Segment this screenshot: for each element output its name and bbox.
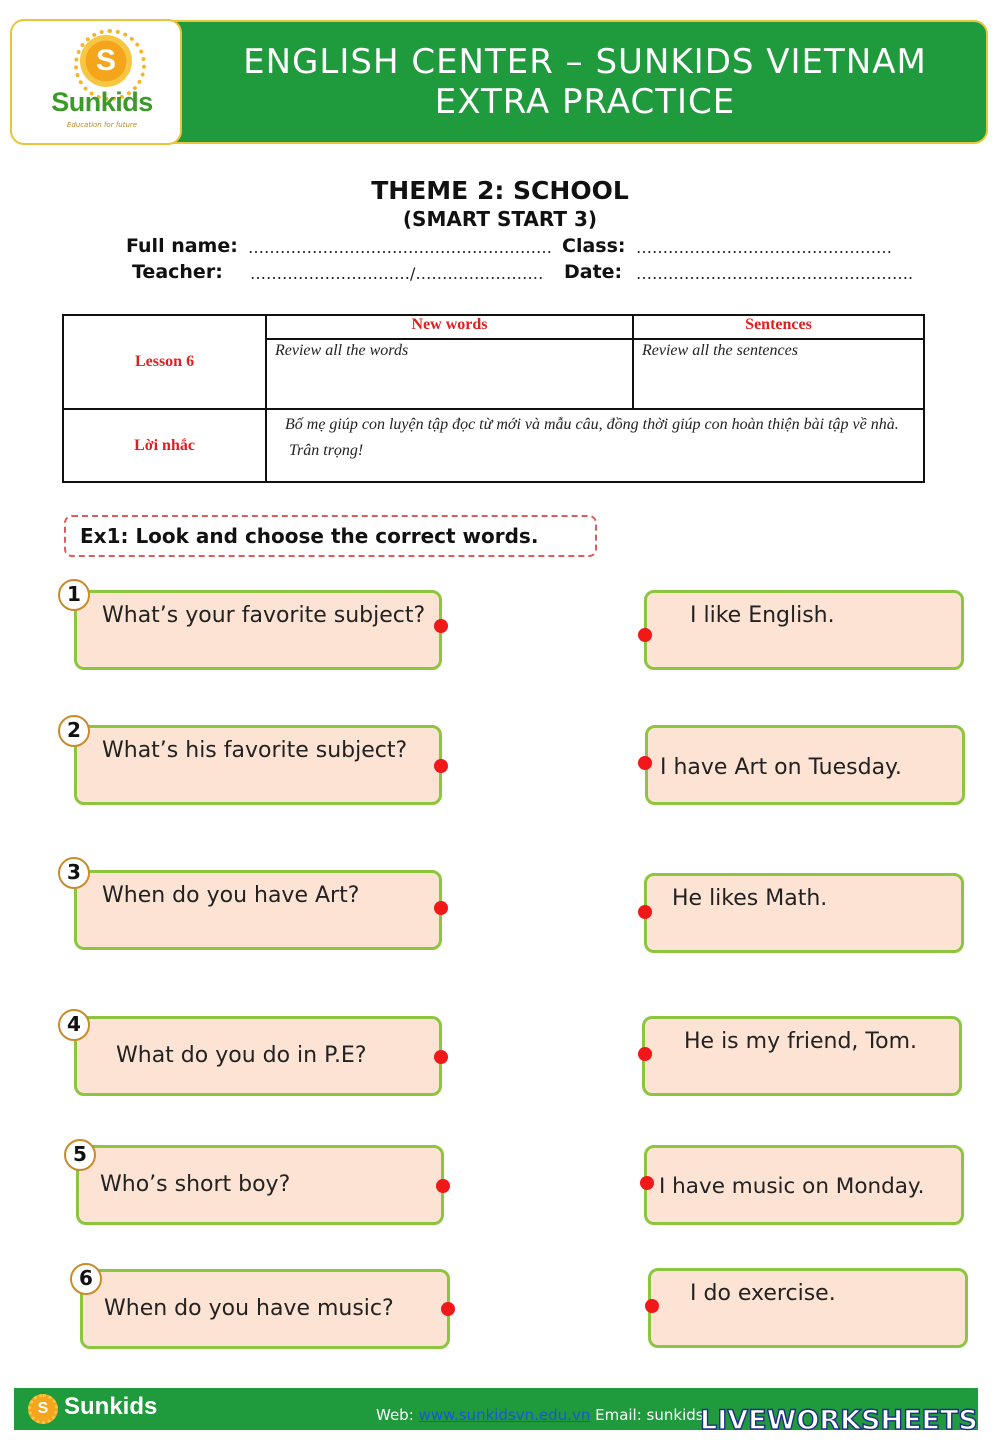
match-dot[interactable]: [638, 628, 652, 642]
question-number: 3: [58, 857, 90, 889]
match-dot[interactable]: [638, 905, 652, 919]
answer-card: [648, 1268, 968, 1348]
question-text: When do you have Art?: [102, 883, 360, 908]
match-dot[interactable]: [638, 756, 652, 770]
header-title-line1: ENGLISH CENTER – SUNKIDS VIETNAM: [243, 42, 927, 82]
question-number: 5: [64, 1139, 96, 1171]
footer-brand: Sunkids: [64, 1393, 158, 1420]
reminder-label: Lời nhắc: [63, 409, 266, 482]
question-card: [74, 870, 442, 950]
question-text: What’s your favorite subject?: [102, 603, 426, 628]
sentences-header: Sentences: [633, 315, 924, 339]
lesson-table: [62, 314, 925, 483]
question-number: 4: [58, 1009, 90, 1041]
answer-text: I like English.: [690, 603, 835, 628]
question-number: 6: [70, 1263, 102, 1295]
reminder-signoff: Trân trọng!: [289, 442, 364, 459]
date-label: Date:: [564, 261, 623, 283]
question-number: 1: [58, 579, 90, 611]
question-text: Who’s short boy?: [100, 1172, 291, 1197]
email-label: Email: sunkids: [595, 1406, 704, 1424]
match-dot[interactable]: [436, 1179, 450, 1193]
web-label: Web:: [376, 1406, 414, 1424]
answer-text: I have Art on Tuesday.: [660, 755, 902, 780]
answer-card: [644, 873, 964, 953]
full-name-label: Full name:: [126, 235, 238, 257]
answer-text: He likes Math.: [672, 886, 828, 911]
brand-tagline: Education for future: [66, 121, 138, 129]
question-card: [74, 590, 442, 670]
question-text: When do you have music?: [104, 1296, 394, 1321]
match-dot[interactable]: [434, 1050, 448, 1064]
question-text: What’s his favorite subject?: [102, 738, 408, 763]
match-dot[interactable]: [638, 1047, 652, 1061]
date-field[interactable]: …………………………………………….: [636, 264, 914, 283]
match-dot[interactable]: [434, 619, 448, 633]
logo: [10, 19, 182, 145]
class-label: Class:: [562, 235, 626, 257]
sun-icon: S: [80, 35, 132, 87]
footer-sun-icon: S: [28, 1394, 58, 1424]
teacher-label: Teacher:: [132, 261, 223, 283]
answer-text: He is my friend, Tom.: [684, 1029, 917, 1054]
brand-name: Sunkids: [51, 87, 153, 117]
match-dot[interactable]: [434, 759, 448, 773]
match-dot[interactable]: [640, 1176, 654, 1190]
liveworksheets-watermark: LIVEWORKSHEETS: [700, 1405, 978, 1436]
website-link[interactable]: www.sunkidsvn.edu.vn: [418, 1406, 591, 1424]
match-dot[interactable]: [441, 1302, 455, 1316]
exercise-instruction: Ex1: Look and choose the correct words.: [80, 524, 539, 548]
question-text: What do you do in P.E?: [116, 1043, 367, 1068]
match-dot[interactable]: [434, 901, 448, 915]
reminder-cell: [266, 409, 924, 482]
sentences-cell: Review all the sentences: [633, 339, 924, 409]
answer-text: I do exercise.: [690, 1281, 836, 1306]
answer-text: I have music on Monday.: [659, 1174, 925, 1199]
lesson-label: Lesson 6: [63, 315, 266, 409]
header-title-line2: EXTRA PRACTICE: [434, 82, 736, 122]
answer-card: [642, 1016, 962, 1096]
question-number: 2: [58, 715, 90, 747]
theme-subtitle: (SMART START 3): [402, 207, 598, 231]
class-field[interactable]: …………………………………………: [636, 238, 892, 257]
reminder-text: Bố mẹ giúp con luyện tập đọc từ mới và mẫu câu, đồng thời giúp con hoàn thiện bài tập về nhà.: [285, 416, 899, 433]
teacher-field[interactable]: …………………………/……………………: [250, 264, 544, 283]
new-words-header: New words: [266, 315, 633, 339]
match-dot[interactable]: [645, 1299, 659, 1313]
footer-contact: [376, 1406, 704, 1424]
full-name-field[interactable]: …………………………………………………: [248, 238, 552, 257]
answer-card: [644, 590, 964, 670]
question-card: [74, 725, 442, 805]
new-words-cell: Review all the words: [266, 339, 633, 409]
theme-title: THEME 2: SCHOOL: [371, 176, 629, 205]
